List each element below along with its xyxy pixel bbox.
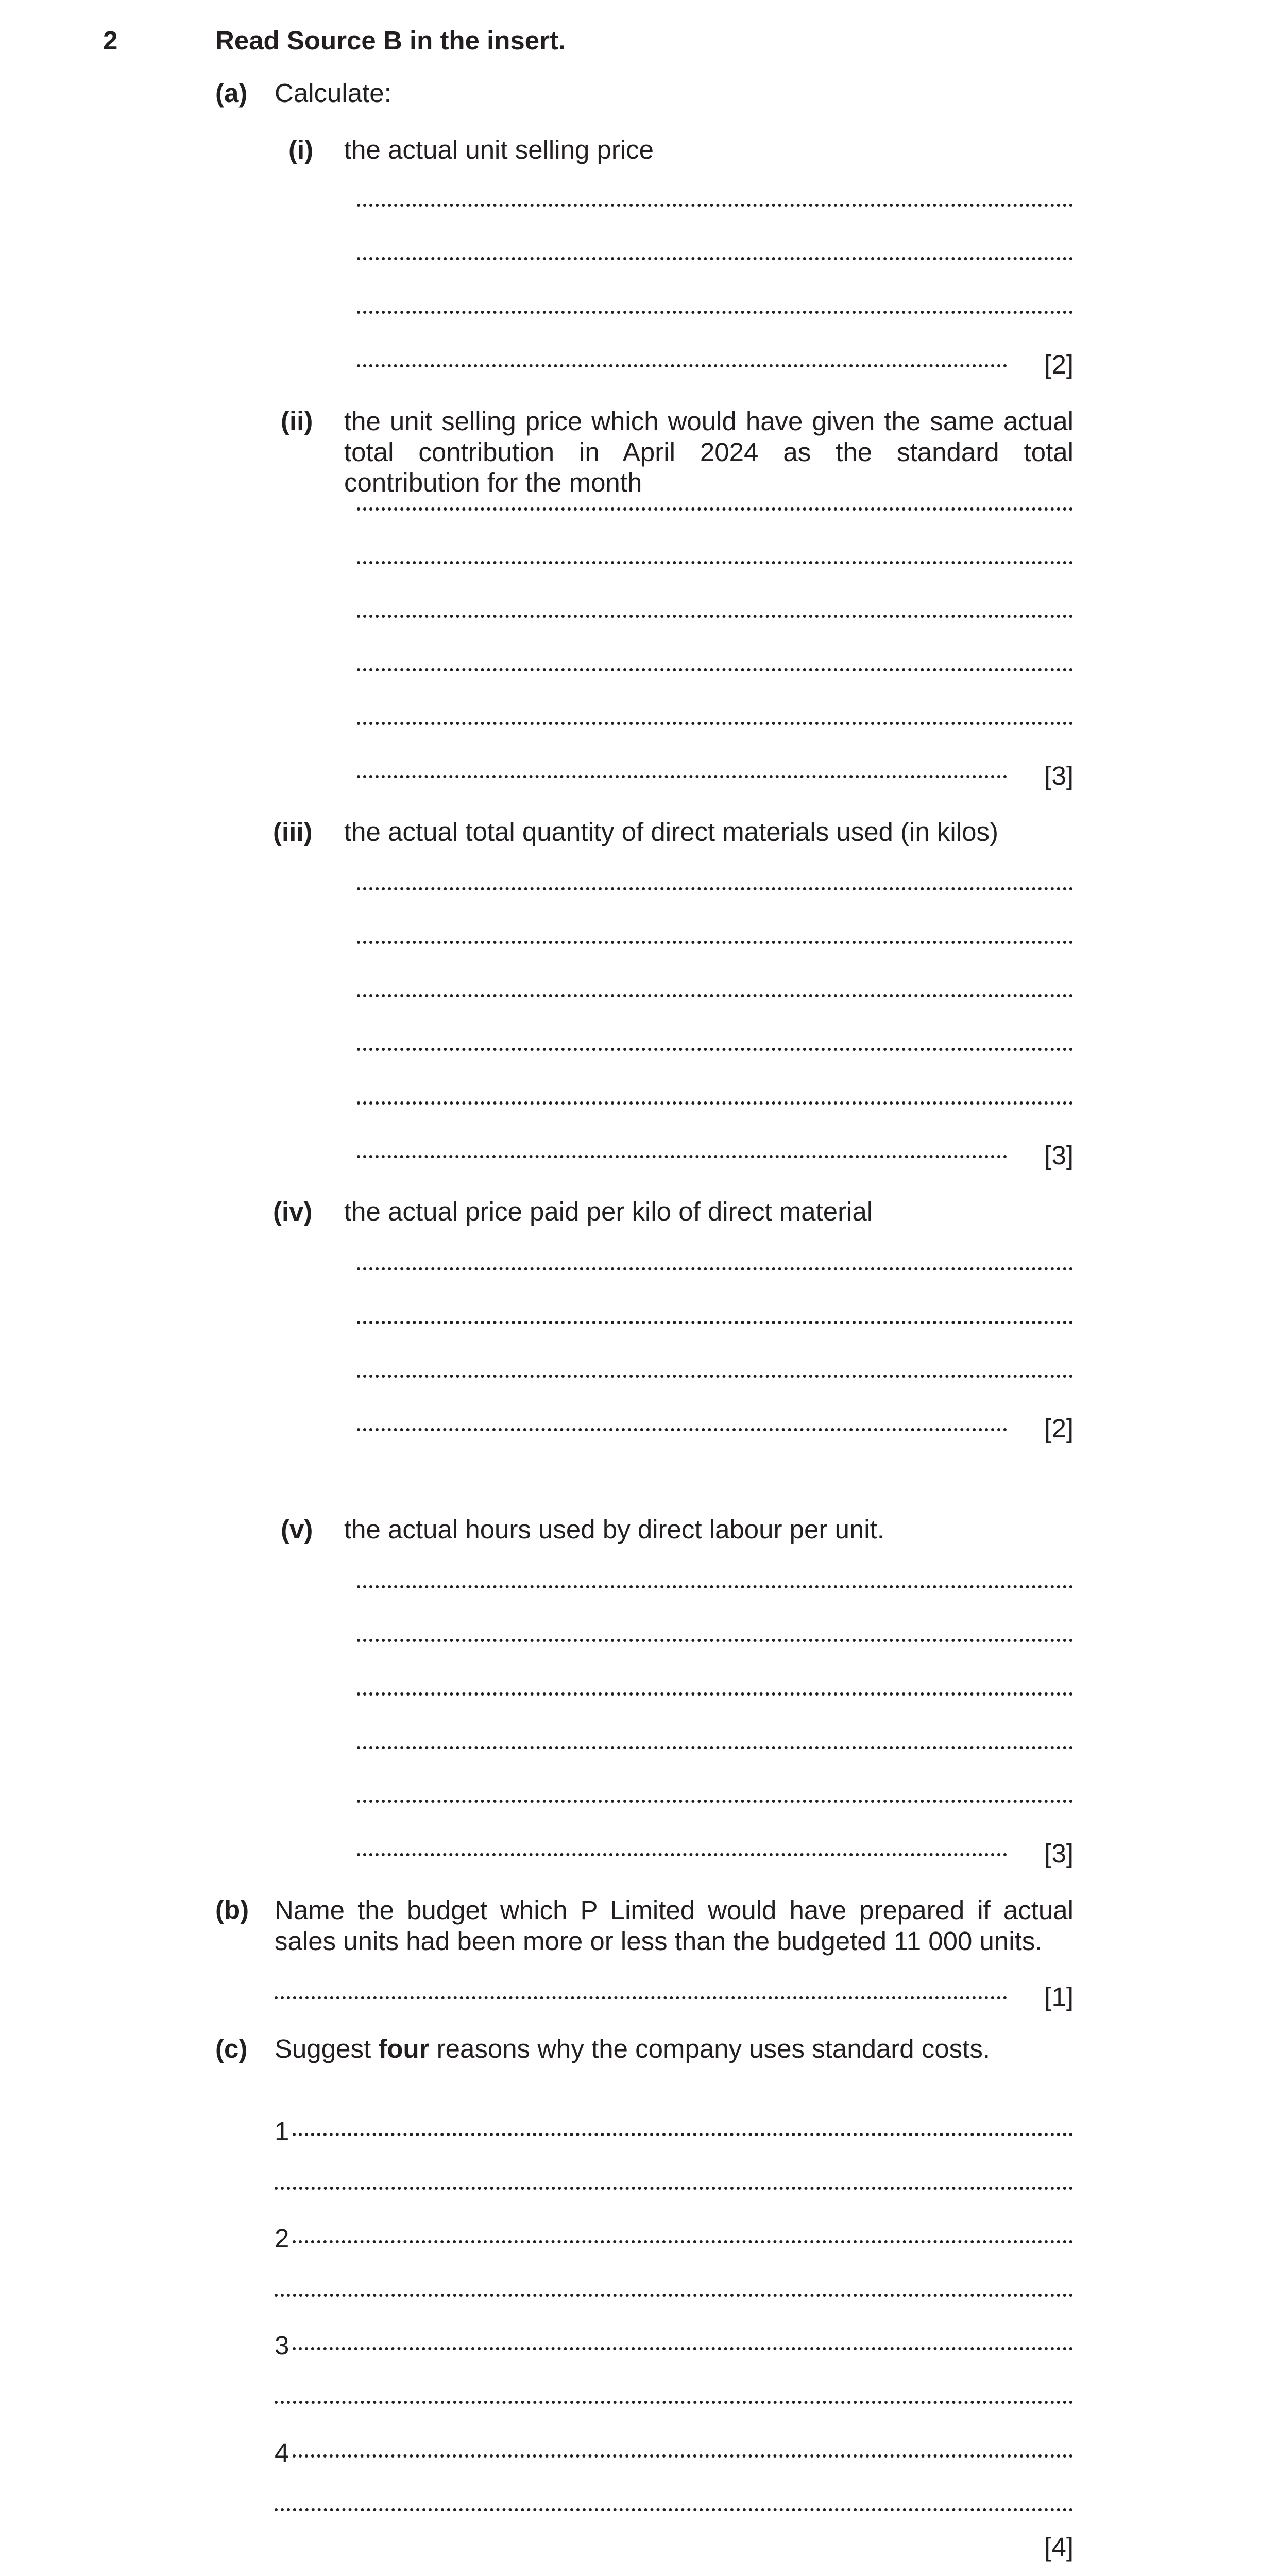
answer-line[interactable] <box>293 2240 1073 2243</box>
mark-allocation: [3] <box>1044 761 1073 790</box>
reason-number: 1 <box>275 2116 289 2146</box>
answer-line[interactable] <box>357 1853 1007 1856</box>
answer-line[interactable] <box>357 1428 1007 1431</box>
item-v-label: (v) <box>281 1515 313 1544</box>
answer-line[interactable] <box>357 1800 1073 1803</box>
part-c-text: Suggest four reasons why the company uses standard costs. <box>275 2034 991 2063</box>
item-ii-text: the unit selling price which would have given the same actual total contribution in April 2024 as the standard total contribution for the month <box>344 406 1073 498</box>
answer-line[interactable] <box>357 1585 1073 1588</box>
question-number: 2 <box>103 26 118 55</box>
item-iv-text: the actual price paid per kilo of direct material <box>344 1197 873 1226</box>
part-b-text: Name the budget which P Limited would have prepared if actual sales units had been more or less than the budgeted 11 000 units. <box>275 1895 1073 1956</box>
mark-allocation: [1] <box>1044 1982 1073 2011</box>
answer-line[interactable] <box>357 722 1073 725</box>
answer-line[interactable] <box>293 2347 1073 2350</box>
answer-line[interactable] <box>357 1267 1073 1270</box>
answer-line[interactable] <box>275 2508 1073 2511</box>
item-iv-label: (iv) <box>273 1197 313 1226</box>
answer-line[interactable] <box>275 1996 1007 1999</box>
answer-line[interactable] <box>357 204 1073 207</box>
mark-allocation: [3] <box>1044 1141 1073 1170</box>
reason-number: 4 <box>275 2438 289 2467</box>
answer-line[interactable] <box>357 364 1007 367</box>
reason-number: 3 <box>275 2331 289 2360</box>
answer-line[interactable] <box>357 994 1073 997</box>
answer-line[interactable] <box>357 1375 1073 1378</box>
part-b-label: (b) <box>215 1895 249 1924</box>
answer-line[interactable] <box>357 1746 1073 1749</box>
answer-line[interactable] <box>357 941 1073 944</box>
part-a-label: (a) <box>215 78 248 108</box>
answer-line[interactable] <box>357 887 1073 890</box>
answer-line[interactable] <box>357 561 1073 564</box>
item-v-text: the actual hours used by direct labour per unit. <box>344 1515 884 1544</box>
answer-line[interactable] <box>357 257 1073 260</box>
item-ii-label: (ii) <box>281 406 313 435</box>
answer-line[interactable] <box>275 2294 1073 2297</box>
answer-line[interactable] <box>357 668 1073 671</box>
part-a-instruction: Calculate: <box>275 78 391 108</box>
mark-allocation: [4] <box>1044 2532 1073 2562</box>
answer-line[interactable] <box>357 1155 1007 1158</box>
answer-line[interactable] <box>357 1321 1073 1324</box>
answer-line[interactable] <box>357 1101 1073 1105</box>
item-iii-label: (iii) <box>273 817 313 846</box>
answer-line[interactable] <box>357 615 1073 618</box>
answer-line[interactable] <box>357 1639 1073 1642</box>
answer-line[interactable] <box>357 775 1007 778</box>
answer-line[interactable] <box>357 1048 1073 1051</box>
answer-line[interactable] <box>293 2133 1073 2136</box>
emphasis-four: four <box>378 2034 430 2063</box>
answer-line[interactable] <box>275 2187 1073 2190</box>
question-heading: Read Source B in the insert. <box>215 26 566 55</box>
mark-allocation: [3] <box>1044 1839 1073 1868</box>
answer-line[interactable] <box>357 311 1073 314</box>
answer-line[interactable] <box>275 2401 1073 2404</box>
reason-number: 2 <box>275 2224 289 2253</box>
answer-line[interactable] <box>293 2454 1073 2458</box>
item-i-label: (i) <box>288 135 314 164</box>
part-c-label: (c) <box>215 2034 248 2063</box>
answer-line[interactable] <box>357 507 1073 511</box>
item-i-text: the actual unit selling price <box>344 135 654 164</box>
mark-allocation: [2] <box>1044 1414 1073 1443</box>
item-iii-text: the actual total quantity of direct materials used (in kilos) <box>344 817 998 846</box>
mark-allocation: [2] <box>1044 350 1073 379</box>
answer-line[interactable] <box>357 1692 1073 1696</box>
